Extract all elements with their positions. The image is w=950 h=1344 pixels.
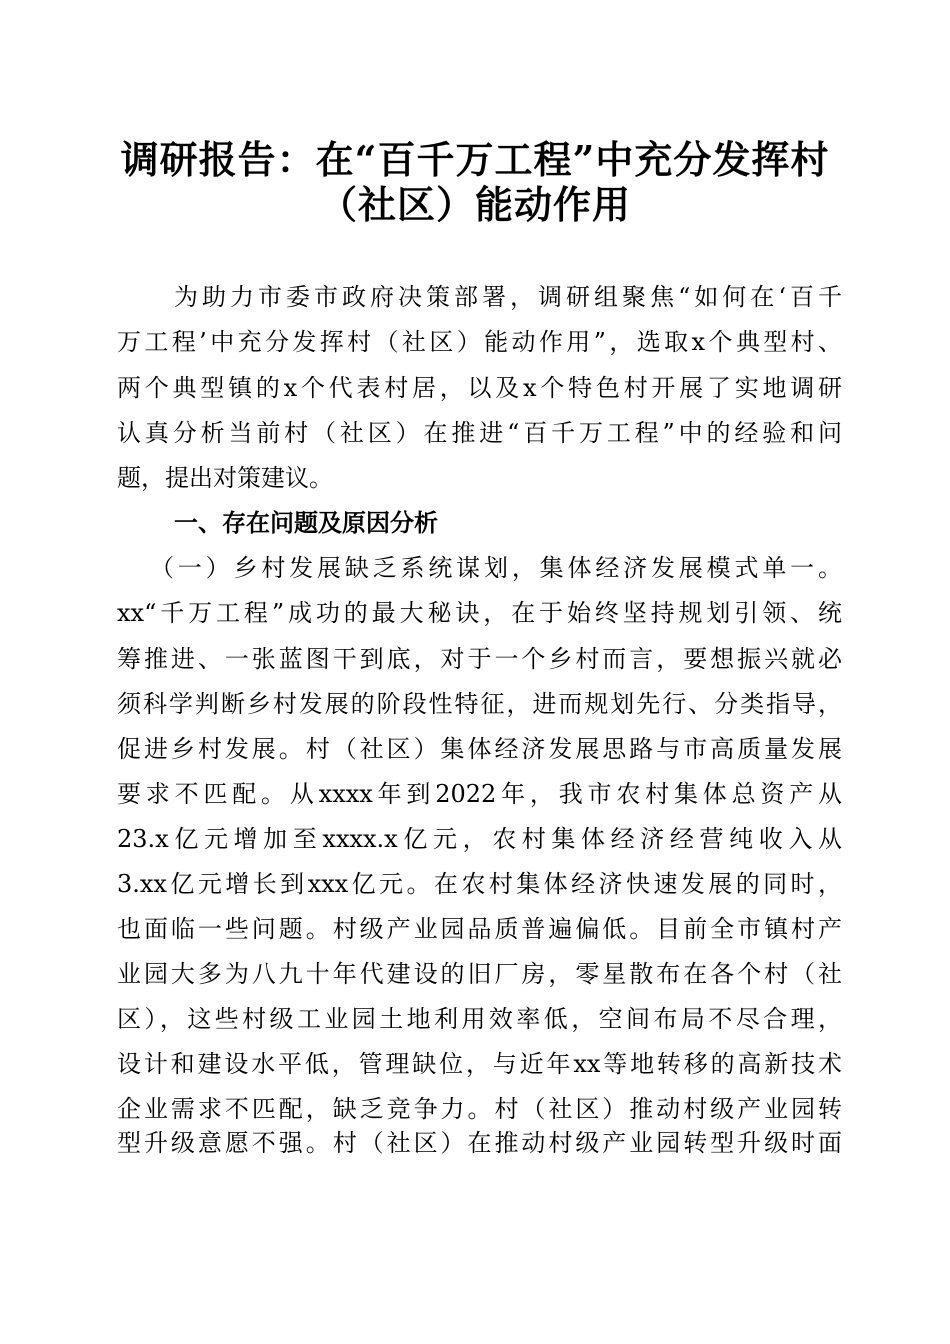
body-line: 设计和建设水平低，管理缺位，与近年xx等地转移的高新技术 [117,1050,842,1078]
body-line: 区），这些村级工业园土地利用效率低，空间布局不尽合理， [117,1005,842,1033]
body-line: 业园大多为八九十年代建设的旧厂房，零星散布在各个村（社 [117,960,842,988]
body-line: 也面临一些问题。村级产业园品质普遍偏低。目前全市镇村产 [117,915,842,943]
intro-line: 万工程’中充分发挥村（社区）能动作用”，选取x个典型村、 [117,328,842,356]
intro-line: 认真分析当前村（社区）在推进“百千万工程”中的经验和问 [117,419,842,447]
body-line: 3.xx亿元增长到xxx亿元。在农村集体经济快速发展的同时， [117,870,842,898]
document-title-line-2: （社区）能动作用 [318,182,631,227]
body-line: 筹推进、一张蓝图干到底，对于一个乡村而言，要想振兴就必 [117,645,842,673]
intro-line: 题，提出对策建议。 [117,464,333,492]
body-line: 23.x亿元增加至xxxx.x亿元，农村集体经济经营纯收入从 [117,825,842,853]
body-line: 型升级意愿不强。村（社区）在推动村级产业园转型升级时面 [117,1129,842,1157]
section-heading: 一、存在问题及原因分析 [174,509,438,537]
body-line: 须科学判断乡村发展的阶段性特征，进而规划先行、分类指导， [117,690,842,718]
body-line: xx“千万工程”成功的最大秘诀，在于始终坚持规划引领、统 [117,599,842,627]
body-line: 要求不匹配。从xxxx年到2022年，我市农村集体总资产从 [117,780,842,808]
document-title-line-1: 调研报告：在“百千万工程”中充分发挥村 [120,137,830,182]
subsection-heading: （一）乡村发展缺乏系统谋划，集体经济发展模式单一。 [150,554,842,582]
intro-line: 为助力市委市政府决策部署，调研组聚焦“如何在‘百千 [174,283,842,311]
intro-line: 两个典型镇的x个代表村居，以及x个特色村开展了实地调研 [117,374,842,402]
body-line: 企业需求不匹配，缺乏竞争力。村（社区）推动村级产业园转 [117,1095,842,1123]
body-line: 促进乡村发展。村（社区）集体经济发展思路与市高质量发展 [117,735,842,763]
